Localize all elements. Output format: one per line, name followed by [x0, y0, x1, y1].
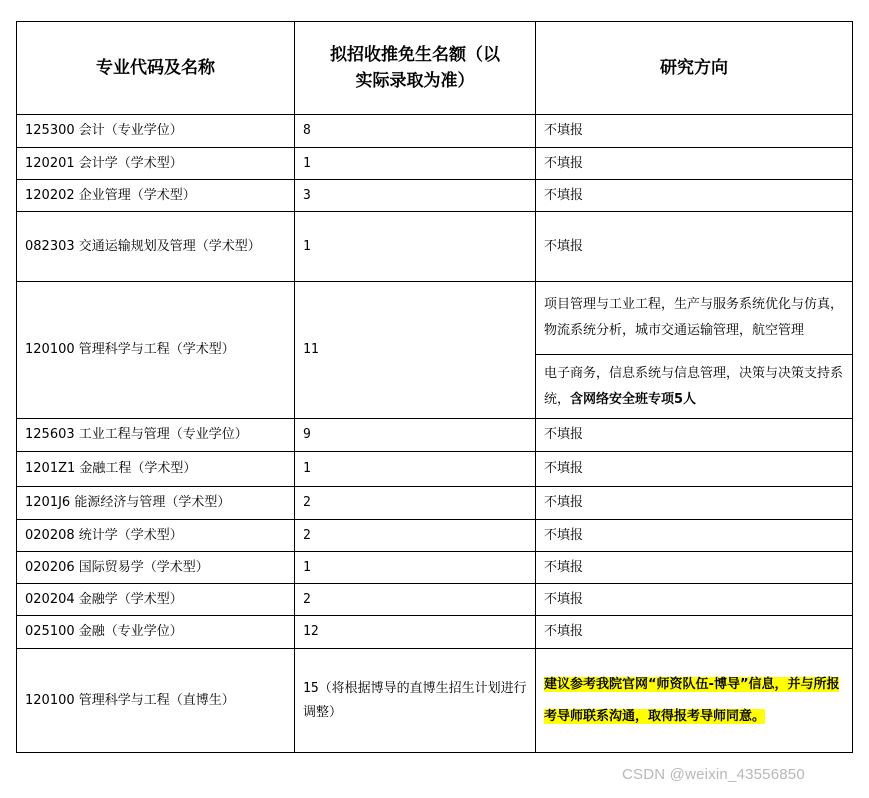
table-row	[17, 487, 853, 520]
direction-cell: 不填报	[536, 180, 853, 212]
table-row	[17, 148, 853, 180]
table-row	[17, 649, 853, 753]
direction-bold-note: 含网络安全班专项5人	[570, 391, 697, 407]
table-row	[17, 552, 853, 584]
header-direction: 研究方向	[536, 22, 853, 115]
header-program: 专业代码及名称	[17, 22, 295, 115]
program-cell: 125603 工业工程与管理（专业学位）	[17, 419, 295, 452]
program-cell: 082303 交通运输规划及管理（学术型）	[17, 212, 295, 282]
quota-cell: 1	[295, 452, 536, 487]
quota-cell: 1	[295, 552, 536, 584]
quota-cell: 12	[295, 616, 536, 649]
quota-cell: 11	[295, 282, 536, 419]
quota-number: 15	[303, 680, 319, 696]
direction-cell: 不填报	[536, 212, 853, 282]
quota-cell: 2	[295, 584, 536, 616]
direction-cell: 不填报	[536, 148, 853, 180]
program-cell: 025100 金融（专业学位）	[17, 616, 295, 649]
direction-cell: 不填报	[536, 520, 853, 552]
quota-cell: 1	[295, 212, 536, 282]
program-cell: 020204 金融学（学术型）	[17, 584, 295, 616]
quota-cell: 3	[295, 180, 536, 212]
direction-cell-1: 项目管理与工业工程，生产与服务系统优化与仿真，物流系统分析，城市交通运输管理，航空管理	[536, 282, 853, 355]
table-row	[17, 180, 853, 212]
quota-cell: 9	[295, 419, 536, 452]
program-cell: 1201J6 能源经济与管理（学术型）	[17, 487, 295, 520]
program-cell: 1201Z1 金融工程（学术型）	[17, 452, 295, 487]
direction-cell: 不填报	[536, 115, 853, 148]
table-row	[17, 115, 853, 148]
table-row	[17, 212, 853, 282]
table-row	[17, 452, 853, 487]
table-row	[17, 584, 853, 616]
quota-cell: 1	[295, 148, 536, 180]
direction-cell: 不填报	[536, 452, 853, 487]
quota-table	[16, 21, 853, 753]
program-cell: 120201 会计学（学术型）	[17, 148, 295, 180]
header-quota-line2: 实际录取为准）	[355, 71, 475, 91]
table-row	[17, 616, 853, 649]
direction-text: 电子商务，信息系统与信息管理，决策与决策支持系统，	[544, 365, 844, 407]
direction-cell-2	[536, 355, 853, 419]
direction-cell: 不填报	[536, 419, 853, 452]
quota-cell: 2	[295, 487, 536, 520]
program-cell: 020208 统计学（学术型）	[17, 520, 295, 552]
table-row	[17, 282, 853, 355]
direction-cell: 不填报	[536, 616, 853, 649]
csdn-watermark: CSDN @weixin_43556850	[622, 766, 805, 783]
header-quota	[295, 22, 536, 115]
quota-note: （将根据博导的直博生招生计划进行调整）	[303, 680, 527, 720]
direction-cell: 不填报	[536, 487, 853, 520]
table-row	[17, 419, 853, 452]
direction-cell-highlight	[536, 649, 853, 753]
direction-cell: 不填报	[536, 584, 853, 616]
program-cell: 120100 管理科学与工程（直博生）	[17, 649, 295, 753]
quota-cell: 2	[295, 520, 536, 552]
program-cell: 125300 会计（专业学位）	[17, 115, 295, 148]
program-cell: 120202 企业管理（学术型）	[17, 180, 295, 212]
direction-cell: 不填报	[536, 552, 853, 584]
table-header-row	[17, 22, 853, 115]
table-row	[17, 520, 853, 552]
quota-cell	[295, 649, 536, 753]
header-quota-line1: 拟招收推免生名额（以	[330, 45, 500, 65]
program-cell: 120100 管理科学与工程（学术型）	[17, 282, 295, 419]
quota-cell: 8	[295, 115, 536, 148]
highlighted-advice: 建议参考我院官网“师资队伍-博导”信息，并与所报考导师联系沟通，取得报考导师同意。	[544, 676, 840, 724]
program-cell: 020206 国际贸易学（学术型）	[17, 552, 295, 584]
